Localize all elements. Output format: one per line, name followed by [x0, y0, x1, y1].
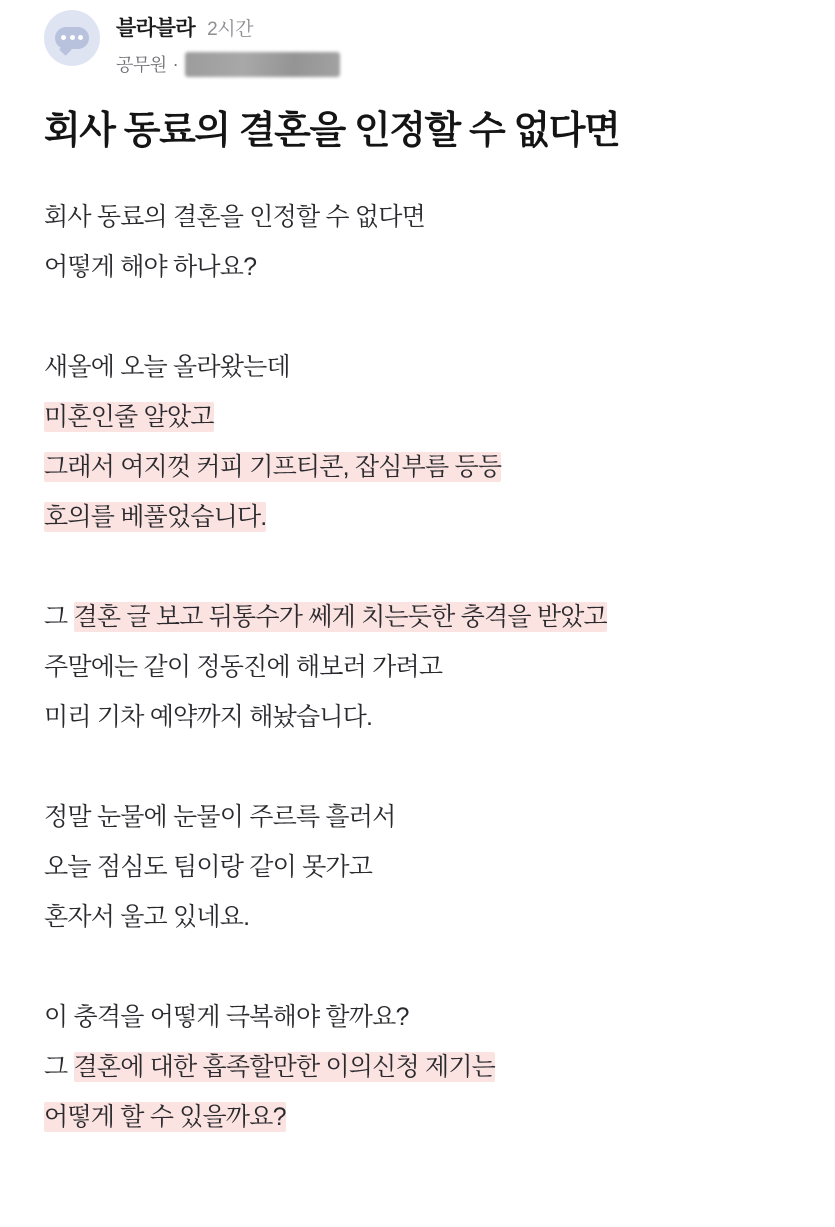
- post-line: [44, 992, 791, 1042]
- post-header: [44, 0, 791, 86]
- ellipsis-icon: [61, 35, 83, 40]
- post-meta-secondary: [116, 51, 340, 77]
- plain-text: 정말 눈물에 눈물이 주르륵 흘러서: [44, 802, 396, 831]
- post-line: [44, 1092, 791, 1142]
- plain-text: 새올에 오늘 올라왔는데: [44, 352, 290, 381]
- avatar[interactable]: [44, 10, 100, 66]
- plain-text: 이 충격을 어떻게 극복해야 할까요?: [44, 1002, 409, 1031]
- post-line: [44, 692, 791, 742]
- plain-text: 회사 동료의 결혼을 인정할 수 없다면: [44, 202, 425, 231]
- plain-text: 오늘 점심도 팀이랑 같이 못가고: [44, 852, 373, 881]
- post-time: 2시간: [207, 19, 253, 40]
- post-line: [44, 392, 791, 442]
- highlighted-text: 호의를 베풀었습니다.: [44, 502, 267, 531]
- page-title: 회사 동료의 결혼을 인정할 수 없다면: [44, 110, 620, 152]
- post-paragraph: [44, 992, 791, 1142]
- highlighted-text: 결혼에 대한 흡족할만한 이의신청 제기는: [73, 1052, 496, 1081]
- author-name[interactable]: 블라블라: [116, 17, 196, 40]
- post-paragraph: [44, 592, 791, 742]
- plain-text: 어떻게 해야 하나요?: [44, 252, 257, 281]
- plain-text: 그: [44, 602, 74, 631]
- highlighted-text: 어떻게 할 수 있을까요?: [44, 1102, 286, 1131]
- post-line: [44, 1042, 791, 1092]
- post-paragraph: [44, 792, 791, 942]
- author-company-redacted: [185, 52, 340, 77]
- post-body: [44, 192, 791, 1142]
- plain-text: 그: [44, 1052, 74, 1081]
- post-line: [44, 892, 791, 942]
- plain-text: 주말에는 같이 정동진에 해보러 가려고: [44, 652, 443, 681]
- post-paragraph: [44, 192, 791, 292]
- highlighted-text: 그래서 여지껏 커피 기프티콘, 잡심부름 등등: [44, 452, 502, 481]
- post-line: [44, 192, 791, 242]
- post-paragraph: [44, 342, 791, 542]
- highlighted-text: 미혼인줄 알았고: [44, 402, 214, 431]
- post-line: [44, 242, 791, 292]
- post-meta: [116, 10, 340, 77]
- post-line: [44, 592, 791, 642]
- post-line: [44, 442, 791, 492]
- post-line: [44, 492, 791, 542]
- plain-text: 혼자서 울고 있네요.: [44, 902, 250, 931]
- highlighted-text: 결혼 글 보고 뒤통수가 쎄게 치는듯한 충격을 받았고: [73, 602, 607, 631]
- plain-text: 미리 기차 예약까지 해놨습니다.: [44, 702, 373, 731]
- post-line: [44, 342, 791, 392]
- author-job: 공무원: [116, 55, 167, 75]
- post-meta-primary: [116, 12, 340, 42]
- post-line: [44, 842, 791, 892]
- meta-separator: ·: [172, 53, 179, 74]
- post-line: [44, 792, 791, 842]
- post-line: [44, 642, 791, 692]
